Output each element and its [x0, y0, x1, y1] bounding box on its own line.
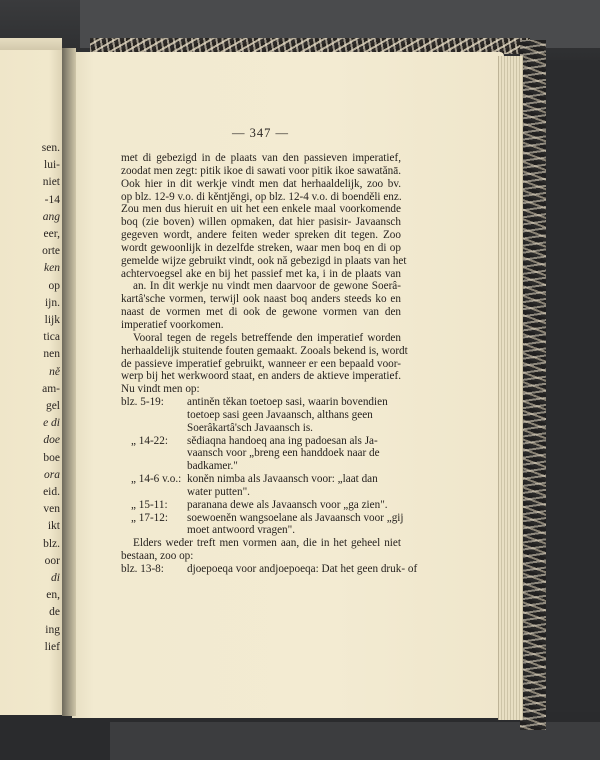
text-line: Soerâkartâ'sch Javaansch is.	[187, 421, 313, 434]
left-fragment: boe	[43, 451, 60, 464]
citation-ref: „ 17-12:	[131, 511, 168, 524]
citation-ref: blz. 13-8:	[121, 563, 164, 575]
text-line: badkamer."	[187, 460, 238, 473]
text-line: werp bij het werkwoord staat, en anders de aktieve imperatief.	[121, 370, 401, 383]
book-cover-marbled	[520, 40, 546, 730]
citation-line	[121, 435, 401, 448]
left-page-text	[0, 140, 62, 656]
text-line: op blz. 12-9 v.o. di kěntjěngi, op blz. 12-4 v.o. di boenděli enz.	[121, 190, 402, 203]
citation-text: djoepoeqa voor andjoepoeqa: Dat het geen druk- of	[187, 563, 418, 575]
left-fragment: eid.	[43, 486, 60, 499]
page-body-text	[121, 152, 418, 576]
left-fragment: ken	[44, 262, 60, 275]
citation-text: antiněn těkan toetoep sasi, waarin bovendien	[187, 396, 388, 409]
citation-ref: „ 14-22:	[131, 434, 168, 447]
citation-line	[121, 511, 404, 525]
text-line: Zou men dus hieruit en uit het een enkele maal voorkomende	[121, 203, 401, 216]
citation-ref: „ 14-6 v.o.:	[131, 473, 182, 486]
left-fragment: ing	[45, 623, 60, 636]
citation-ref: „ 15-11:	[131, 498, 168, 511]
left-fragment: orte	[42, 245, 60, 258]
text-line: Elders weder treft men vormen aan, die in het geheel niet	[133, 537, 401, 550]
text-line: herhaaldelijk stuitende fouten gemaakt. Zooals bekend is, wordt	[121, 344, 408, 357]
text-line: an. In dit werkje nu vindt men daarvoor de gewone Soerâ-	[133, 280, 401, 293]
text-line: de passieve imperatief gebruikt, wanneer er een bepaald voor-	[121, 357, 401, 370]
text-line: bestaan, zoo op:	[121, 550, 194, 563]
left-fragment: ně	[49, 365, 60, 378]
left-fragment: e di	[43, 417, 60, 430]
left-fragment: niet	[42, 176, 60, 189]
text-line: Ook hier in dit werkje vindt men dat herhaaldelijk, zoo bv.	[121, 177, 401, 190]
left-fragment: blz.	[43, 537, 60, 550]
citation-line	[121, 473, 401, 486]
text-line: moet antwoord vragen".	[187, 524, 296, 537]
left-fragment: -14	[44, 193, 60, 206]
text-line: Nu vindt men op:	[121, 383, 200, 396]
left-fragment: di	[51, 572, 60, 585]
left-fragment: lijk	[44, 314, 60, 327]
left-fragment: ang	[42, 210, 60, 223]
text-line: zoodat men zegt: pitik ikoe di sawati voor pitik ikoe sawatănā.	[121, 164, 401, 177]
left-fragment: ijn.	[44, 296, 60, 309]
text-line: water putten".	[187, 485, 250, 498]
citation-text: sědiaqna handoeq ana ing padoesan als Ja-	[187, 434, 378, 447]
text-line: Vooral tegen de regels betreffende den imperatief worden	[133, 331, 401, 344]
citation-text: paranana dewe als Javaansch voor „ga zien".	[187, 498, 388, 511]
text-line: achtervoegsel ake en bij het passief met ka, i in de plaats van	[121, 267, 401, 280]
text-line: boq (zie boven) willen opmaken, dat hier pasisir- Javaansch	[121, 216, 401, 229]
text-line: vaansch voor „breng een handdoek naar de	[187, 447, 380, 460]
text-line: gemelde wijze gebruikt vindt, ook nă gebezigd in plaats van het	[121, 254, 407, 267]
left-fragment: am-	[42, 382, 60, 395]
left-fragment: ora	[44, 468, 60, 481]
left-fragment: oor	[44, 554, 60, 567]
text-line: gegeven wordt, andere feiten weder spreken dit tegen. Zoo	[121, 229, 401, 242]
left-fragment: gel	[45, 400, 60, 413]
citation-line	[121, 499, 401, 512]
text-line: imperatief voorkomen.	[121, 318, 224, 331]
left-fragment: eer,	[43, 228, 60, 241]
book-gutter	[62, 48, 76, 716]
left-fragment: de	[49, 606, 60, 619]
left-page	[0, 50, 70, 715]
left-fragment: ven	[43, 503, 60, 516]
citation-text: soewoeněn wangsoelane als Javaansch voor „gij	[187, 511, 404, 524]
left-fragment: sen.	[41, 142, 60, 154]
left-fragment: en,	[46, 589, 60, 602]
left-fragment: doe	[43, 434, 60, 447]
page-stack-edges	[498, 56, 523, 720]
text-line: naast de vormen met di ook de gewone vormen van den	[121, 306, 401, 319]
left-fragment: lui-	[44, 159, 60, 172]
text-line: kartâ'sche vormen, terwijl ook naast boq anders steeds ko en	[121, 293, 401, 306]
text-line: met di gebezigd in de plaats van den passieven imperatief,	[121, 152, 401, 164]
left-fragment: tica	[43, 331, 60, 344]
citation-text: koněn nimba als Javaansch voor: „laat dan	[187, 473, 378, 486]
text-line: wordt gewoonlijk in dezelfde streken, waar men boq en di op	[121, 241, 401, 254]
left-fragment: op	[48, 279, 60, 292]
page-number: — 347 —	[232, 126, 289, 140]
citation-ref: blz. 5-19:	[121, 396, 164, 409]
left-fragment: nen	[43, 348, 60, 361]
citation-line	[121, 396, 401, 409]
text-line: toetoep sasi geen Javaansch, althans geen	[187, 408, 373, 421]
left-fragment: ikt	[47, 520, 60, 533]
left-fragment: lief	[44, 640, 60, 653]
citation-line	[121, 563, 418, 576]
